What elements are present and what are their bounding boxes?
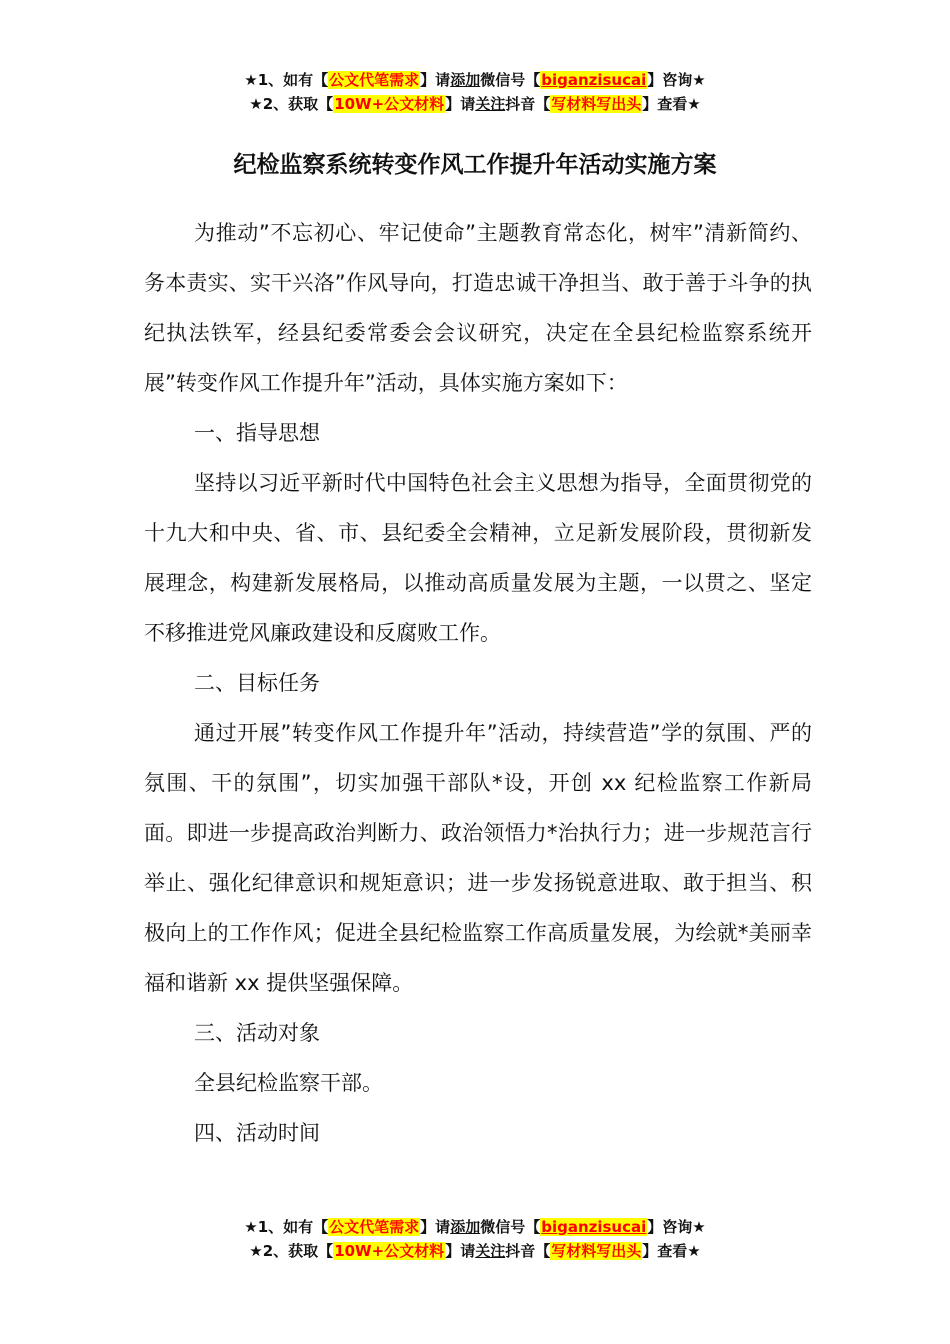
section-heading-2: 二、目标任务 (194, 671, 320, 695)
highlight-service: 公文代笔需求 (329, 71, 420, 89)
banner-line-1 (0, 68, 950, 92)
banner-text: ★2、获取【 (249, 95, 334, 113)
banner-text: 微信号【 (480, 71, 541, 89)
highlight-douyin: 写材料写出头 (551, 95, 642, 113)
paragraph-targets: 全县纪检监察干部。 (194, 1071, 383, 1095)
banner-underline-text: 关注 (475, 1242, 506, 1260)
banner-line-1 (0, 1215, 950, 1239)
document-title: 纪检监察系统转变作风工作提升年活动实施方案 (233, 152, 717, 178)
header-banner (0, 68, 950, 116)
banner-line-2 (0, 1239, 950, 1263)
section-heading-4: 四、活动时间 (194, 1121, 320, 1145)
banner-text: 抖音【 (505, 95, 551, 113)
banner-line-2 (0, 92, 950, 116)
highlight-service: 公文代笔需求 (329, 1218, 420, 1236)
banner-text: ★1、如有【 (244, 1218, 329, 1236)
paragraph-intro: 为推动”不忘初心、牢记使命”主题教育常态化，树牢”清新简约、务本责实、实干兴洛”作风导向，打造忠诚干净担当、敢于善于斗争的执纪执法铁军，经县纪委常委会会议研究，决定在全县纪检监察系统开展”转变作风工作提升年”活动，具体实施方案如下： (144, 221, 812, 395)
highlight-douyin: 写材料写出头 (551, 1242, 642, 1260)
banner-text: 】查看★ (642, 95, 701, 113)
banner-text: 】请 (420, 1218, 451, 1236)
banner-underline-text: 添加 (450, 1218, 481, 1236)
highlight-materials: 10W+公文材料 (334, 1242, 445, 1260)
highlight-wechat-id: biganzisucai (541, 1218, 647, 1236)
banner-text: 微信号【 (480, 1218, 541, 1236)
banner-text: 】请 (445, 1242, 476, 1260)
banner-text: 】请 (420, 71, 451, 89)
paragraph-guiding-thought: 坚持以习近平新时代中国特色社会主义思想为指导，全面贯彻党的十九大和中央、省、市、县纪委全会精神，立足新发展阶段，贯彻新发展理念，构建新发展格局，以推动高质量发展为主题，一以贯之、坚定不移推进党风廉政建设和反腐败工作。 (144, 471, 812, 645)
banner-underline-text: 关注 (475, 95, 506, 113)
banner-text: 】咨询★ (647, 1218, 706, 1236)
banner-text: ★1、如有【 (244, 71, 329, 89)
banner-text: ★2、获取【 (249, 1242, 334, 1260)
banner-text: 】请 (445, 95, 476, 113)
banner-underline-text: 添加 (450, 71, 481, 89)
section-heading-3: 三、活动对象 (194, 1021, 320, 1045)
banner-text: 】咨询★ (647, 71, 706, 89)
banner-text: 抖音【 (505, 1242, 551, 1260)
document-body (144, 208, 812, 1158)
paragraph-goals: 通过开展”转变作风工作提升年”活动，持续营造”学的氛围、严的氛围、干的氛围”，切实加强干部队*设，开创 xx 纪检监察工作新局面。即进一步提高政治判断力、政治领悟力*治执行力；进一步规范言行举止、强化纪律意识和规矩意识；进一步发扬锐意进取、敢于担当、积极向上的工作作风；促进全县纪检监察工作高质量发展，为绘就*美丽幸福和谐新 xx 提供坚强保障。 (144, 721, 812, 995)
section-heading-1: 一、指导思想 (194, 421, 320, 445)
highlight-wechat-id: biganzisucai (541, 71, 647, 89)
banner-text: 】查看★ (642, 1242, 701, 1260)
highlight-materials: 10W+公文材料 (334, 95, 445, 113)
footer-banner (0, 1215, 950, 1263)
